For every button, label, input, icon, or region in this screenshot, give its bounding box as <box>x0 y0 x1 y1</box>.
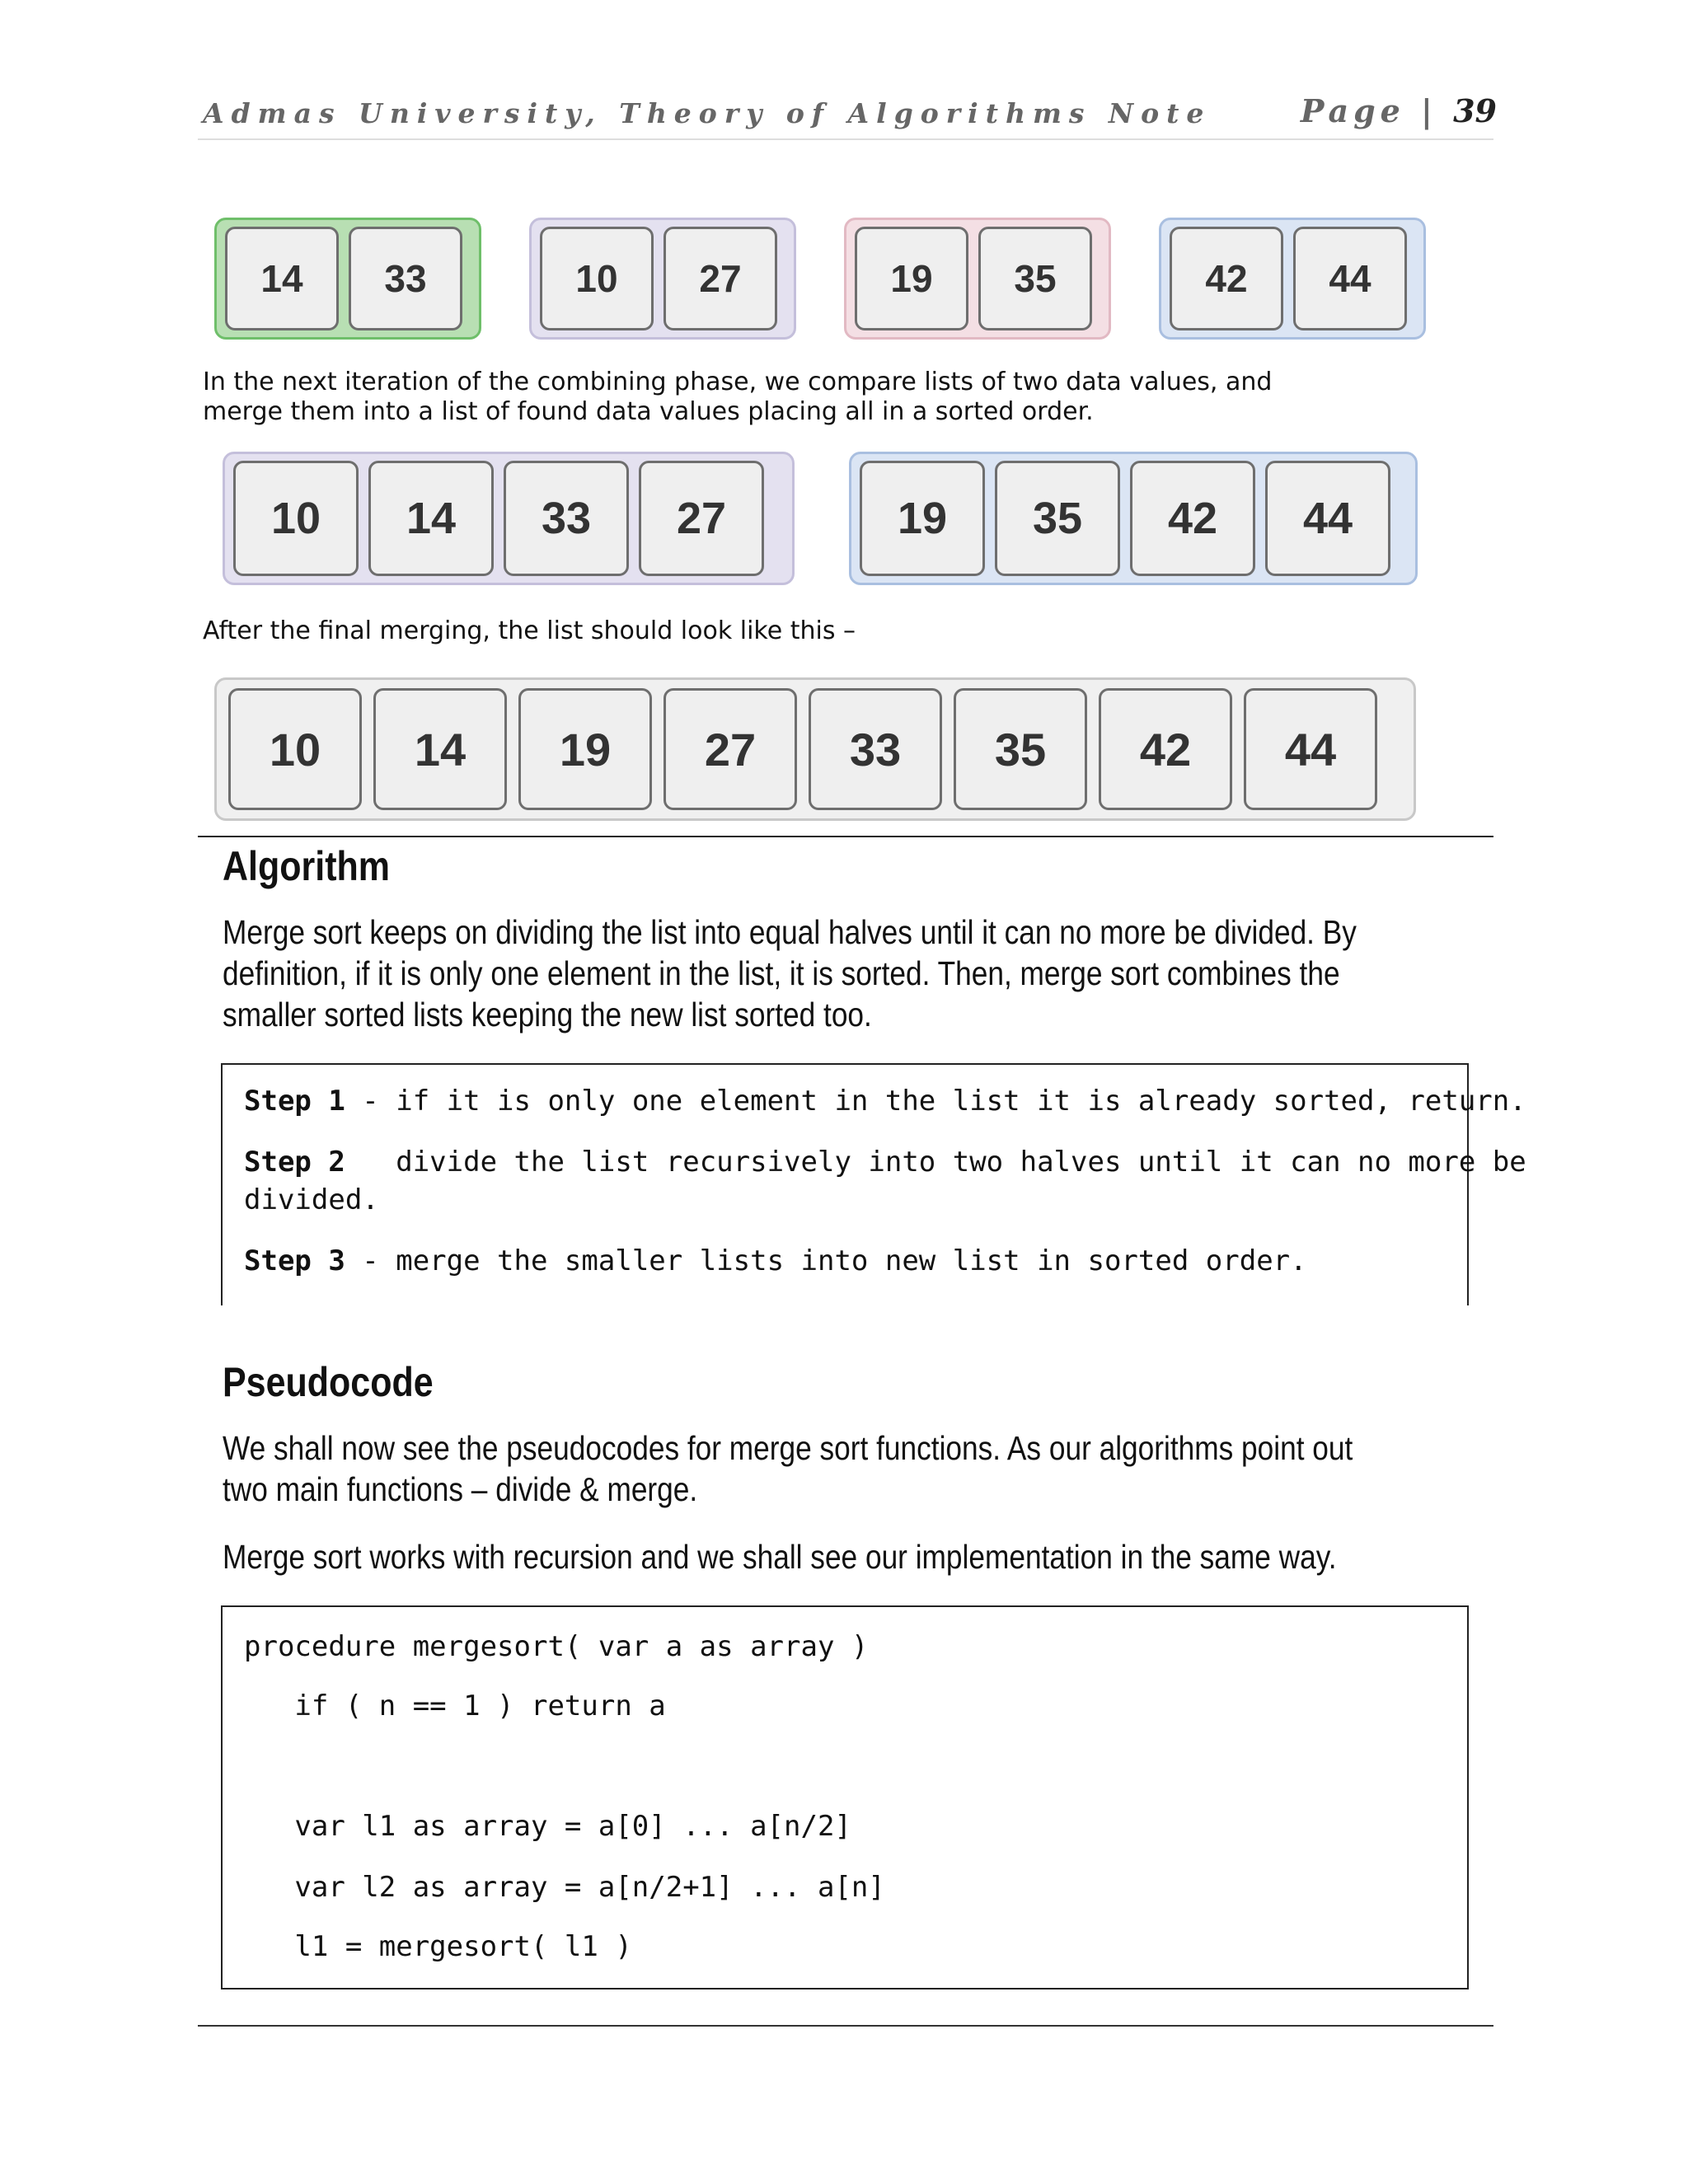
value-cell: 44 <box>1244 688 1377 810</box>
quad-group <box>223 452 795 585</box>
value-cell: 27 <box>663 227 777 330</box>
running-header-title: Admas University, Theory of Algorithms Note <box>203 97 1212 129</box>
code-line: l1 = mergesort( l1 ) <box>244 1930 632 1963</box>
pseudocode-intro <box>223 1427 1520 1510</box>
value-cell: 19 <box>518 688 652 810</box>
paragraph-line: two main functions – divide & merge. <box>223 1470 698 1508</box>
value-cell: 42 <box>1170 227 1283 330</box>
value-cell: 35 <box>978 227 1092 330</box>
value-cell: 33 <box>809 688 942 810</box>
pair-group <box>1159 218 1426 340</box>
caption-combining-phase <box>203 368 1272 427</box>
caption-line: merge them into a list of found data values placing all in a sorted order. <box>203 397 1094 426</box>
value-cell: 27 <box>639 461 764 576</box>
value-cell: 19 <box>860 461 985 576</box>
step-text: - if it is only one element in the list it is already sorted, return. <box>345 1085 1526 1118</box>
paragraph-line: smaller sorted lists keeping the new list sorted too. <box>223 996 872 1033</box>
value-cell: 44 <box>1265 461 1390 576</box>
value-cell: 35 <box>995 461 1120 576</box>
page-number: 39 <box>1453 92 1497 129</box>
paragraph-line: definition, if it is only one element in the list, it is sorted. Then, merge sort combines the <box>223 954 1340 992</box>
value-cell: 14 <box>368 461 494 576</box>
value-cell: 19 <box>855 227 968 330</box>
step-2 <box>244 1146 1526 1179</box>
step-label: Step 1 <box>244 1085 345 1118</box>
step-label: Step 3 <box>244 1244 345 1277</box>
value-cell: 42 <box>1099 688 1232 810</box>
value-cell: 33 <box>504 461 629 576</box>
footer-divider <box>198 2025 1493 2027</box>
step-3 <box>244 1244 1307 1277</box>
quad-group <box>849 452 1418 585</box>
value-cell: 10 <box>233 461 359 576</box>
pseudocode-heading: Pseudocode <box>223 1359 434 1405</box>
step-2-continued <box>244 1183 379 1216</box>
algorithm-description <box>223 912 1520 1035</box>
value-cell: 33 <box>349 227 462 330</box>
pair-group <box>214 218 481 340</box>
step-text: - merge the smaller lists into new list in sorted order. <box>345 1244 1307 1277</box>
algorithm-steps-box <box>221 1063 1526 1305</box>
pseudocode-box <box>221 1605 1469 1990</box>
header-divider <box>198 138 1493 140</box>
value-cell: 14 <box>373 688 507 810</box>
value-cell: 27 <box>663 688 797 810</box>
step-text: divided. <box>244 1183 379 1216</box>
value-cell: 42 <box>1130 461 1255 576</box>
paragraph-line: Merge sort keeps on dividing the list into equal halves until it can no more be divided. By <box>223 913 1357 951</box>
paragraph-line: We shall now see the pseudocodes for merge sort functions. As our algorithms point out <box>223 1429 1353 1467</box>
code-line: if ( n == 1 ) return a <box>244 1690 666 1722</box>
caption-line: In the next iteration of the combining phase, we compare lists of two data values, and <box>203 368 1273 396</box>
section-divider <box>198 836 1493 837</box>
diagram-final-sorted <box>214 677 1416 821</box>
step-1 <box>244 1085 1526 1118</box>
code-line: procedure mergesort( var a as array ) <box>244 1630 869 1663</box>
pseudocode-recursion-note: Merge sort works with recursion and we shall see our implementation in the same way. <box>223 1538 1337 1576</box>
code-line: var l2 as array = a[n/2+1] ... a[n] <box>244 1871 885 1904</box>
step-label: Step 2 <box>244 1146 345 1179</box>
caption-final-merging: After the final merging, the list should look like this – <box>203 616 856 645</box>
value-cell: 14 <box>225 227 339 330</box>
value-cell: 44 <box>1293 227 1407 330</box>
code-line: var l1 as array = a[0] ... a[n/2] <box>244 1810 851 1843</box>
page-number-label <box>1301 92 1497 129</box>
algorithm-heading: Algorithm <box>223 843 391 889</box>
value-cell: 35 <box>954 688 1087 810</box>
pair-group <box>844 218 1111 340</box>
value-cell: 10 <box>540 227 654 330</box>
step-text: divide the list recursively into two halves until it can no more be <box>345 1146 1526 1179</box>
pair-group <box>529 218 796 340</box>
page-label: Page | <box>1300 92 1437 129</box>
value-cell: 10 <box>228 688 362 810</box>
